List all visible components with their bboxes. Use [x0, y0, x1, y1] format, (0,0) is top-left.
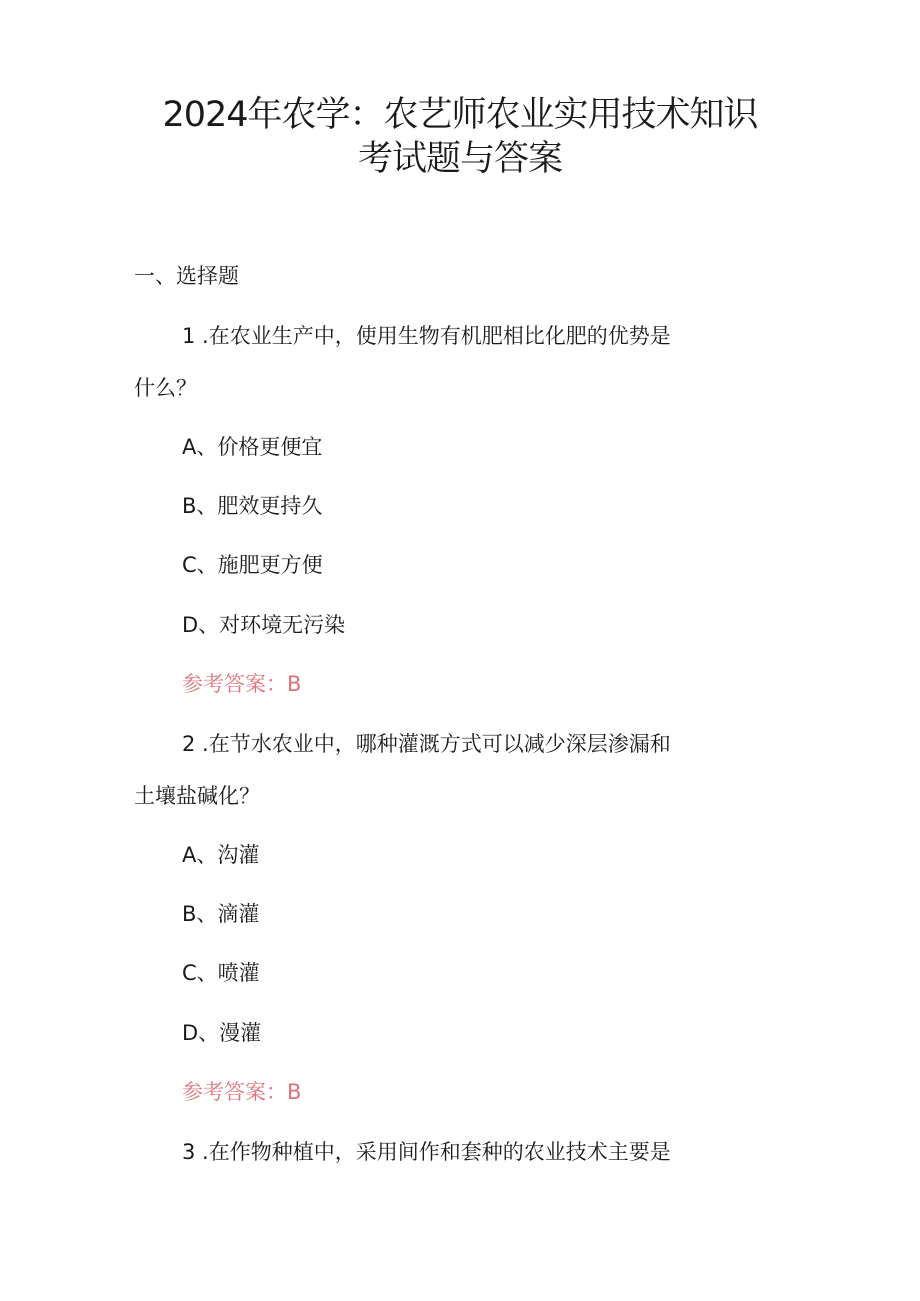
document-title-line-2: 考试题与答案: [357, 139, 562, 179]
question-1-option-a: A、价格更便宜: [182, 435, 323, 459]
question-1-option-c: C、施肥更方便: [182, 553, 323, 577]
question-2-option-a: A、沟灌: [182, 843, 260, 867]
question-2-option-b: B、滴灌: [182, 902, 260, 926]
question-1-stem-cont: 什么？: [134, 376, 197, 400]
document-title-line-1: 2024年农学：农艺师农业实用技术知识: [162, 95, 758, 135]
question-2-answer: 参考答案：B: [182, 1080, 302, 1104]
question-1-answer: 参考答案：B: [182, 672, 302, 696]
question-1-stem: 1 .在农业生产中，使用生物有机肥相比化肥的优势是: [182, 324, 671, 348]
question-3-stem: 3 .在作物种植中，采用间作和套种的农业技术主要是: [182, 1140, 671, 1164]
question-1-option-b: B、肥效更持久: [182, 494, 323, 518]
question-2-option-d: D、漫灌: [182, 1021, 262, 1045]
question-2-option-c: C、喷灌: [182, 961, 260, 985]
question-2-stem-cont: 土壤盐碱化？: [134, 784, 260, 808]
question-1-option-d: D、对环境无污染: [182, 613, 346, 637]
section-heading: 一、选择题: [134, 264, 239, 288]
question-2-stem: 2 .在节水农业中，哪种灌溉方式可以减少深层渗漏和: [182, 732, 671, 756]
